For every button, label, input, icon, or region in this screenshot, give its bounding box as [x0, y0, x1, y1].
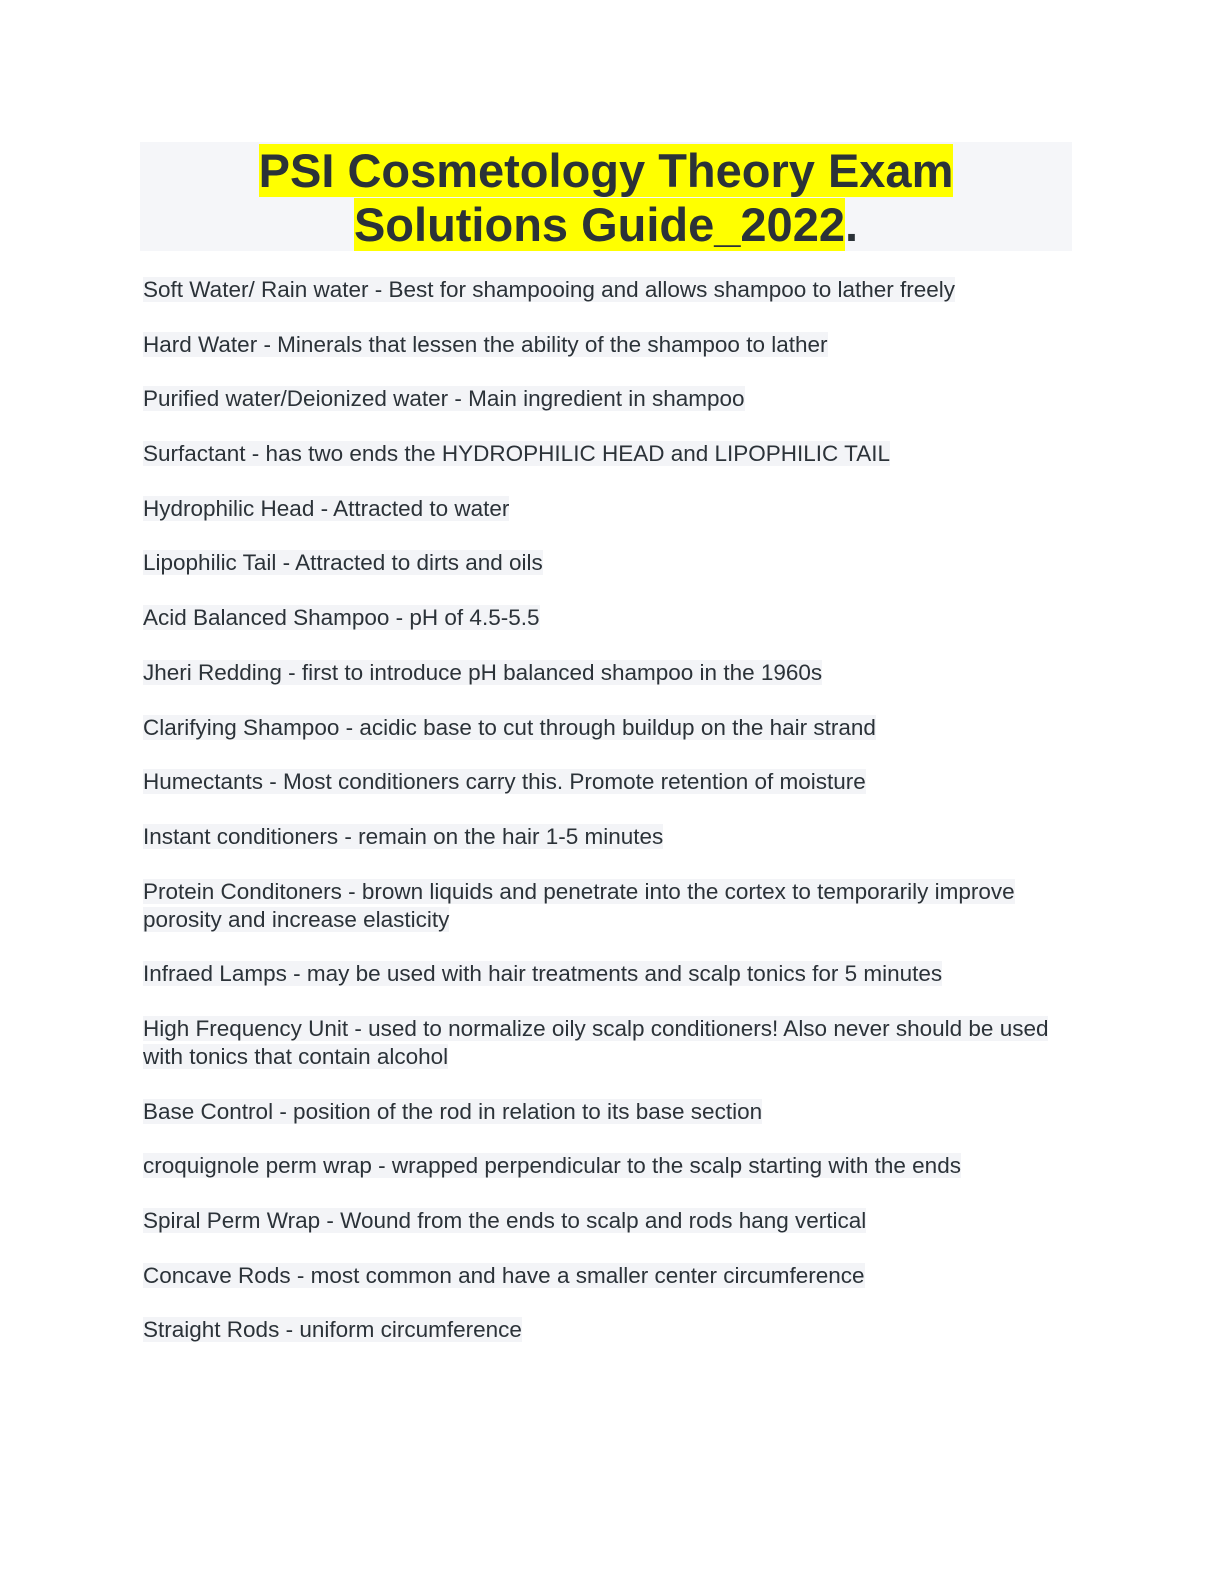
title-line-2-text: Solutions Guide_2022: [353, 198, 845, 251]
entry-text: Base Control - position of the rod in relation to its base section: [143, 1098, 763, 1124]
entry-text: Soft Water/ Rain water - Best for shampooing and allows shampoo to lather freely: [143, 277, 956, 302]
flashcard-entry: [143, 331, 1073, 359]
flashcard-entry: [143, 495, 1073, 523]
entry-text: Lipophilic Tail - Attracted to dirts and oils: [143, 550, 543, 576]
flashcard-entry: [143, 878, 1073, 934]
title-block: [140, 142, 1072, 251]
flashcard-entry: [143, 385, 1073, 413]
title-line-1-text: PSI Cosmetology Theory Exam: [258, 144, 954, 197]
entry-text: croquignole perm wrap - wrapped perpendicular to the scalp starting with the ends: [143, 1153, 961, 1179]
flashcard-entry: [143, 440, 1073, 468]
flashcard-entry: [143, 1015, 1073, 1071]
flashcard-entry: [143, 276, 1073, 304]
flashcard-entry: [143, 549, 1073, 577]
flashcard-entry: [143, 1152, 1073, 1180]
flashcard-entry: [143, 604, 1073, 632]
flashcard-entry: [143, 714, 1073, 742]
entry-text: Hard Water - Minerals that lessen the ability of the shampoo to lather: [143, 331, 828, 357]
flashcard-entry: [143, 1207, 1073, 1235]
entry-text: Acid Balanced Shampoo - pH of 4.5-5.5: [143, 605, 540, 631]
entry-text: High Frequency Unit - used to normalize oily scalp conditioners! Also never should be used with tonics that contain alcohol: [143, 1015, 1049, 1069]
flashcard-list: [143, 276, 1073, 1371]
flashcard-entry: [143, 1098, 1073, 1126]
flashcard-entry: [143, 960, 1073, 988]
flashcard-entry: [143, 1262, 1073, 1290]
entry-text: Jheri Redding - first to introduce pH balanced shampoo in the 1960s: [143, 659, 823, 685]
entry-text: Spiral Perm Wrap - Wound from the ends to scalp and rods hang vertical: [143, 1208, 867, 1233]
entry-text: Infraed Lamps - may be used with hair treatments and scalp tonics for 5 minutes: [143, 961, 943, 987]
entry-text: Clarifying Shampoo - acidic base to cut through buildup on the hair strand: [143, 714, 876, 740]
flashcard-entry: [143, 823, 1073, 851]
entry-text: Surfactant - has two ends the HYDROPHILIC HEAD and LIPOPHILIC TAIL: [143, 441, 890, 467]
flashcard-entry: [143, 1316, 1073, 1344]
entry-text: Straight Rods - uniform circumference: [143, 1317, 522, 1343]
entry-text: Concave Rods - most common and have a smaller center circumference: [143, 1262, 865, 1288]
entry-text: Protein Conditoners - brown liquids and penetrate into the cortex to temporarily improve porosity and increase elasticity: [143, 878, 1015, 932]
entry-text: Purified water/Deionized water - Main ingredient in shampoo: [143, 386, 745, 412]
entry-text: Humectants - Most conditioners carry this. Promote retention of moisture: [143, 769, 866, 795]
title-line-2: [140, 198, 1072, 252]
title-line-1: [140, 144, 1072, 198]
entry-text: Instant conditioners - remain on the hair 1-5 minutes: [143, 823, 664, 849]
title-line-2-suffix: .: [844, 198, 859, 251]
entry-text: Hydrophilic Head - Attracted to water: [143, 495, 510, 521]
flashcard-entry: [143, 768, 1073, 796]
flashcard-entry: [143, 659, 1073, 687]
